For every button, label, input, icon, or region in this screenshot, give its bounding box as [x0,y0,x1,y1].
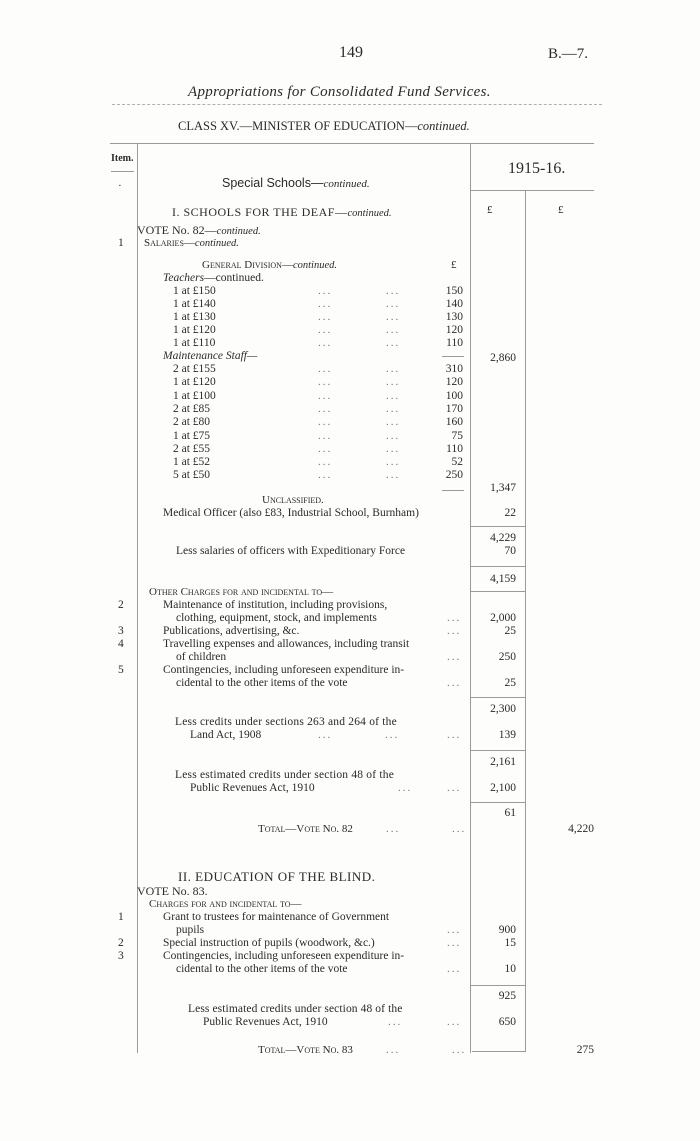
dot-leader: ... [318,376,333,389]
land-act-credits-label: Less credits under sections 263 and 264 of the [175,716,397,728]
salary-amount: 52 [451,456,463,469]
revenues-act-credits-label-cont: Public Revenues Act, 1910 [190,782,315,794]
other-charges-net-rule [470,802,525,803]
vote-82-total-value: 4,220 [568,823,594,835]
salaries-heading: Salaries—continued. [144,237,239,249]
blind-sum-rule [470,985,525,986]
deaf-section-heading: I. SCHOOLS FOR THE DEAF—continued. [172,205,392,219]
item-number: 1 [118,911,124,923]
salary-rate-label: 2 at £55 [173,442,211,455]
dot-leader: ... [447,924,462,936]
salaries-net-rule [470,566,525,567]
dot-leader: ... [318,729,333,741]
other-charges-net: 61 [504,807,516,819]
page-title: Appropriations for Consolidated Fund Services. [188,84,491,100]
salaries-net-underline [470,591,525,592]
charge-amount: 25 [504,677,516,689]
charge-description-cont: of children [176,651,227,663]
dot-leader: ... [318,429,333,442]
blind-credits-label-cont: Public Revenues Act, 1910 [203,1016,328,1028]
charge-description: Contingencies, including unforeseen expenditure in- [163,950,405,962]
dot-leader: ... [386,324,401,336]
dot-leader: ... [447,963,462,975]
charge-description-cont: cidental to the other items of the vote [176,677,348,689]
charge-description: Maintenance of institution, including provisions, [163,599,388,611]
salary-rate-label: 2 at £85 [173,402,211,415]
charge-amount: 15 [504,937,516,949]
charge-amount: 2,000 [490,612,516,624]
item-number: 3 [118,950,124,962]
unclassified-subtotal: 4,229 [490,532,516,544]
dot-leader: ... [386,389,401,402]
medical-officer-label: Medical Officer (also £83, Industrial School, Burnham) [163,507,419,519]
charge-description-cont: clothing, equipment, stock, and implements [176,612,377,624]
salary-rate-label: 1 at £140 [173,298,216,310]
salary-rate-label: 1 at £130 [173,311,216,323]
total-column-rule [525,190,526,1052]
teachers-total: 2,860 [490,352,516,364]
dot-leader: ... [385,729,400,741]
unclassified-heading: Unclassified. [262,494,324,506]
blind-subtotal: 925 [498,990,516,1002]
dot-leader: ... [386,416,401,429]
medical-officer-value: 22 [504,507,516,519]
dot-leader: ... [386,337,401,349]
maintenance-staff-heading: Maintenance Staff— [163,350,258,362]
revenues-act-credits-label: Less estimated credits under section 48 of the [175,769,395,781]
pound-sign-col2: £ [558,204,564,216]
charge-description-cont: pupils [176,924,205,936]
item-number: 3 [118,625,124,637]
charge-description: Special instruction of pupils (woodwork, &c.) [163,937,375,949]
item-bullet: · [118,180,122,192]
dot-leader: ... [318,416,333,429]
dot-leader: ... [388,1016,403,1028]
unclassified-sum-rule [470,526,525,527]
dot-leader: ... [318,456,333,469]
salary-rate-label: 2 at £80 [173,416,211,429]
salary-amount: 110 [446,337,463,349]
dot-leader: ... [318,363,333,375]
salary-amount: 120 [445,376,463,389]
dot-leader: ... [386,402,401,415]
item-number: 4 [118,638,124,650]
salaries-net-total: 4,159 [490,573,516,585]
dot-leader: ... [386,363,401,375]
salary-amount: 160 [445,416,463,429]
blind-credits-label: Less estimated credits under section 48 of the [188,1003,403,1015]
dot-leader: ... [386,442,401,455]
dot-leader: ... [386,823,401,835]
other-charges-sum-rule [470,697,525,698]
salary-amount: 100 [445,389,463,402]
charge-amount: 250 [498,651,516,663]
table-top-rule [110,143,594,144]
page-number: 149 [339,44,363,61]
salary-rate-label: 1 at £120 [173,376,216,389]
dot-leader: ... [386,311,401,323]
dot-leader: ... [452,1044,467,1056]
dot-leader: ... [447,677,462,689]
dot-leader: ... [318,389,333,402]
salary-rate-label: 2 at £155 [173,363,216,375]
item-number: 2 [118,599,124,611]
blind-section-heading: II. EDUCATION OF THE BLIND. [178,869,376,884]
salary-rate-label: 1 at £110 [173,337,216,349]
vote-82-total-label: Total—Vote No. 82 [258,823,353,835]
salary-rate-label: 1 at £100 [173,389,216,402]
class-heading: CLASS XV.—MINISTER OF EDUCATION—continued. [178,119,470,133]
charge-description-cont: cidental to the other items of the vote [176,963,348,975]
other-charges-subtotal: 2,300 [490,703,516,715]
dot-leader: ... [386,285,401,297]
other-charges-heading: Other Charges for and incidental to— [149,586,334,598]
dot-leader: ... [386,298,401,310]
maintenance-sum-rule [442,490,464,491]
dot-leader: ... [318,402,333,415]
charge-description: Publications, advertising, &c. [163,625,300,637]
salary-rate-label: 5 at £50 [173,469,211,482]
pound-sign-col1: £ [487,204,493,216]
dot-leader: ... [318,285,333,297]
salary-amount: 140 [445,298,463,310]
vote-83-heading: VOTE No. 83. [137,884,208,898]
dot-leader: ... [452,823,467,835]
after-land-act-subtotal: 2,161 [490,756,516,768]
charge-amount: 900 [498,924,516,936]
item-number: 2 [118,937,124,949]
salary-amount: 310 [445,363,463,375]
dot-leader: ... [318,311,333,323]
teachers-sum-rule [442,356,464,357]
charge-amount: 10 [504,963,516,975]
revenues-act-credits-value: 2,100 [490,782,516,794]
dot-leader: ... [447,729,462,741]
charge-amount: 25 [504,625,516,637]
salary-amount: 75 [451,429,463,442]
salary-rate-label: 1 at £52 [173,456,211,469]
dot-leader: ... [447,1016,462,1028]
salary-amount: 170 [445,402,463,415]
land-act-credits-label-cont: Land Act, 1908 [190,729,262,741]
dot-leader: ... [386,1044,401,1056]
year-header-rule [470,190,594,191]
dot-leader: ... [447,625,462,637]
dot-leader: ... [447,651,462,663]
maintenance-total: 1,347 [490,482,516,494]
item-number: 1 [118,237,124,249]
vote-82-heading: VOTE No. 82—continued. [137,223,261,237]
charge-description: Grant to trustees for maintenance of Government [163,911,390,923]
item-number: 5 [118,664,124,676]
vote-83-total-rule [472,1051,525,1052]
document-code: B.—7. [548,46,589,62]
dot-leader: ... [447,782,462,794]
dot-leader: ... [318,469,333,482]
special-schools-heading: Special Schools—continued. [222,176,370,190]
salary-rate-label: 1 at £120 [173,324,216,336]
salary-rate-label: 1 at £75 [173,429,211,442]
header-rule [112,104,602,105]
dot-leader: ... [386,429,401,442]
land-act-credits-value: 139 [498,729,516,741]
dot-leader: ... [318,324,333,336]
dot-leader: ... [318,442,333,455]
dot-leader: ... [386,456,401,469]
salary-rate-label: 1 at £150 [173,285,216,297]
expeditionary-force-label: Less salaries of officers with Expeditionary Force [176,545,406,557]
salary-amount: 150 [445,285,463,297]
item-header-rule [111,171,134,172]
dot-leader: ... [386,469,401,482]
salary-amount: 250 [445,469,463,482]
dot-leader: ... [386,376,401,389]
charge-description: Travelling expenses and allowances, including transit [163,638,410,650]
amount-column-rule [470,143,471,1053]
dot-leader: ... [318,337,333,349]
year-header: 1915-16. [508,160,566,177]
expeditionary-force-value: 70 [504,545,516,557]
dot-leader: ... [318,298,333,310]
vote-83-total-value: 275 [576,1044,594,1056]
general-division-heading: General Division—continued. [202,259,337,271]
land-act-sum-rule [470,750,525,751]
item-column-rule [137,143,138,1053]
salary-amount: 120 [445,324,463,336]
blind-credits-value: 650 [498,1016,516,1028]
charge-description: Contingencies, including unforeseen expenditure in- [163,664,405,676]
pound-sign-inner: £ [451,259,457,271]
item-column-header: Item. [111,153,134,164]
salary-amount: 110 [446,442,463,455]
vote-83-total-label: Total—Vote No. 83 [258,1044,353,1056]
dot-leader: ... [447,937,462,949]
salary-amount: 130 [445,311,463,323]
teachers-heading: Teachers—continued. [163,272,264,284]
blind-charges-heading: Charges for and incidental to— [149,898,302,910]
dot-leader: ... [447,612,462,624]
dot-leader: ... [398,782,413,794]
